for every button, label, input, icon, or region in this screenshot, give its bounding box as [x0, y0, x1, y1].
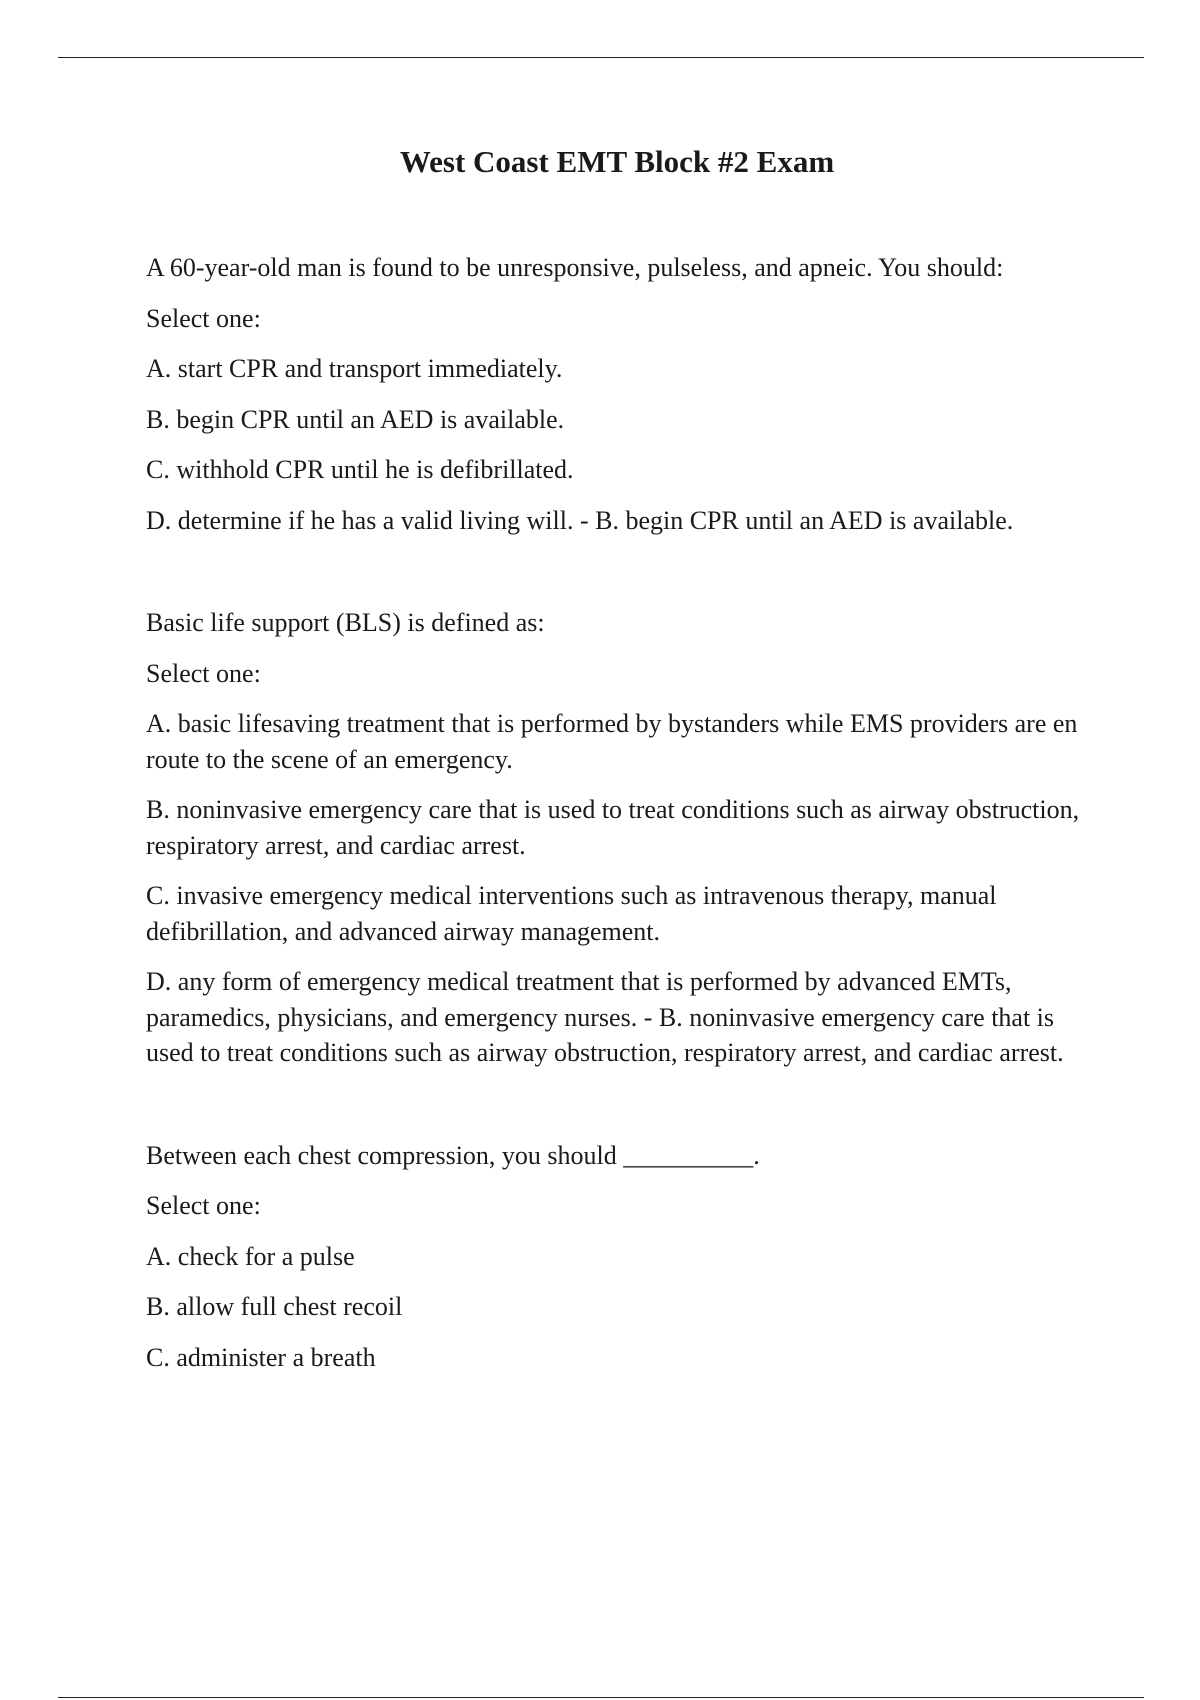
answer-option: A. check for a pulse — [146, 1241, 355, 1271]
footer-rule — [58, 1697, 1144, 1698]
answer-option: A. start CPR and transport immediately. — [146, 354, 563, 383]
answer-option: C. invasive emergency medical interventions such as intravenous therapy, manual defibrillation, and advanced airway management. — [146, 881, 997, 946]
answer-option: D. any form of emergency medical treatment that is performed by advanced EMTs, paramedics, physicians, and emergency nurses. - B. noninvasive emergency care that is used to treat conditions such as airway obstruction, respiratory arrest, and cardiac arrest. — [146, 967, 1064, 1067]
question-3 — [146, 1138, 1096, 1376]
answer-option: B. noninvasive emergency care that is used to treat conditions such as airway obstruction, respiratory arrest, and cardiac arrest. — [146, 795, 1080, 860]
answer-option: C. administer a breath — [146, 1342, 376, 1372]
header-rule — [58, 57, 1144, 58]
answer-option: D. determine if he has a valid living will. - B. begin CPR until an AED is available. — [146, 505, 1014, 535]
answer-option: A. basic lifesaving treatment that is performed by bystanders while EMS providers are en route to the scene of an emergency. — [146, 709, 1078, 774]
question-2 — [146, 605, 1096, 1071]
answer-option: B. allow full chest recoil — [146, 1292, 403, 1321]
question-prompt: A 60-year-old man is found to be unresponsive, pulseless, and apneic. You should: — [146, 253, 1004, 282]
question-prompt: Between each chest compression, you should __________. — [146, 1140, 760, 1170]
question-list — [146, 250, 1096, 1375]
document-title: West Coast EMT Block #2 Exam — [399, 144, 835, 179]
select-one-instruction: Select one: — [146, 303, 261, 333]
question-prompt: Basic life support (BLS) is defined as: — [146, 608, 545, 637]
select-one-instruction: Select one: — [146, 1191, 261, 1220]
answer-option: B. begin CPR until an AED is available. — [146, 404, 565, 434]
select-one-instruction: Select one: — [146, 658, 261, 688]
answer-option: C. withhold CPR until he is defibrillated. — [146, 455, 574, 484]
question-1 — [146, 250, 1096, 538]
